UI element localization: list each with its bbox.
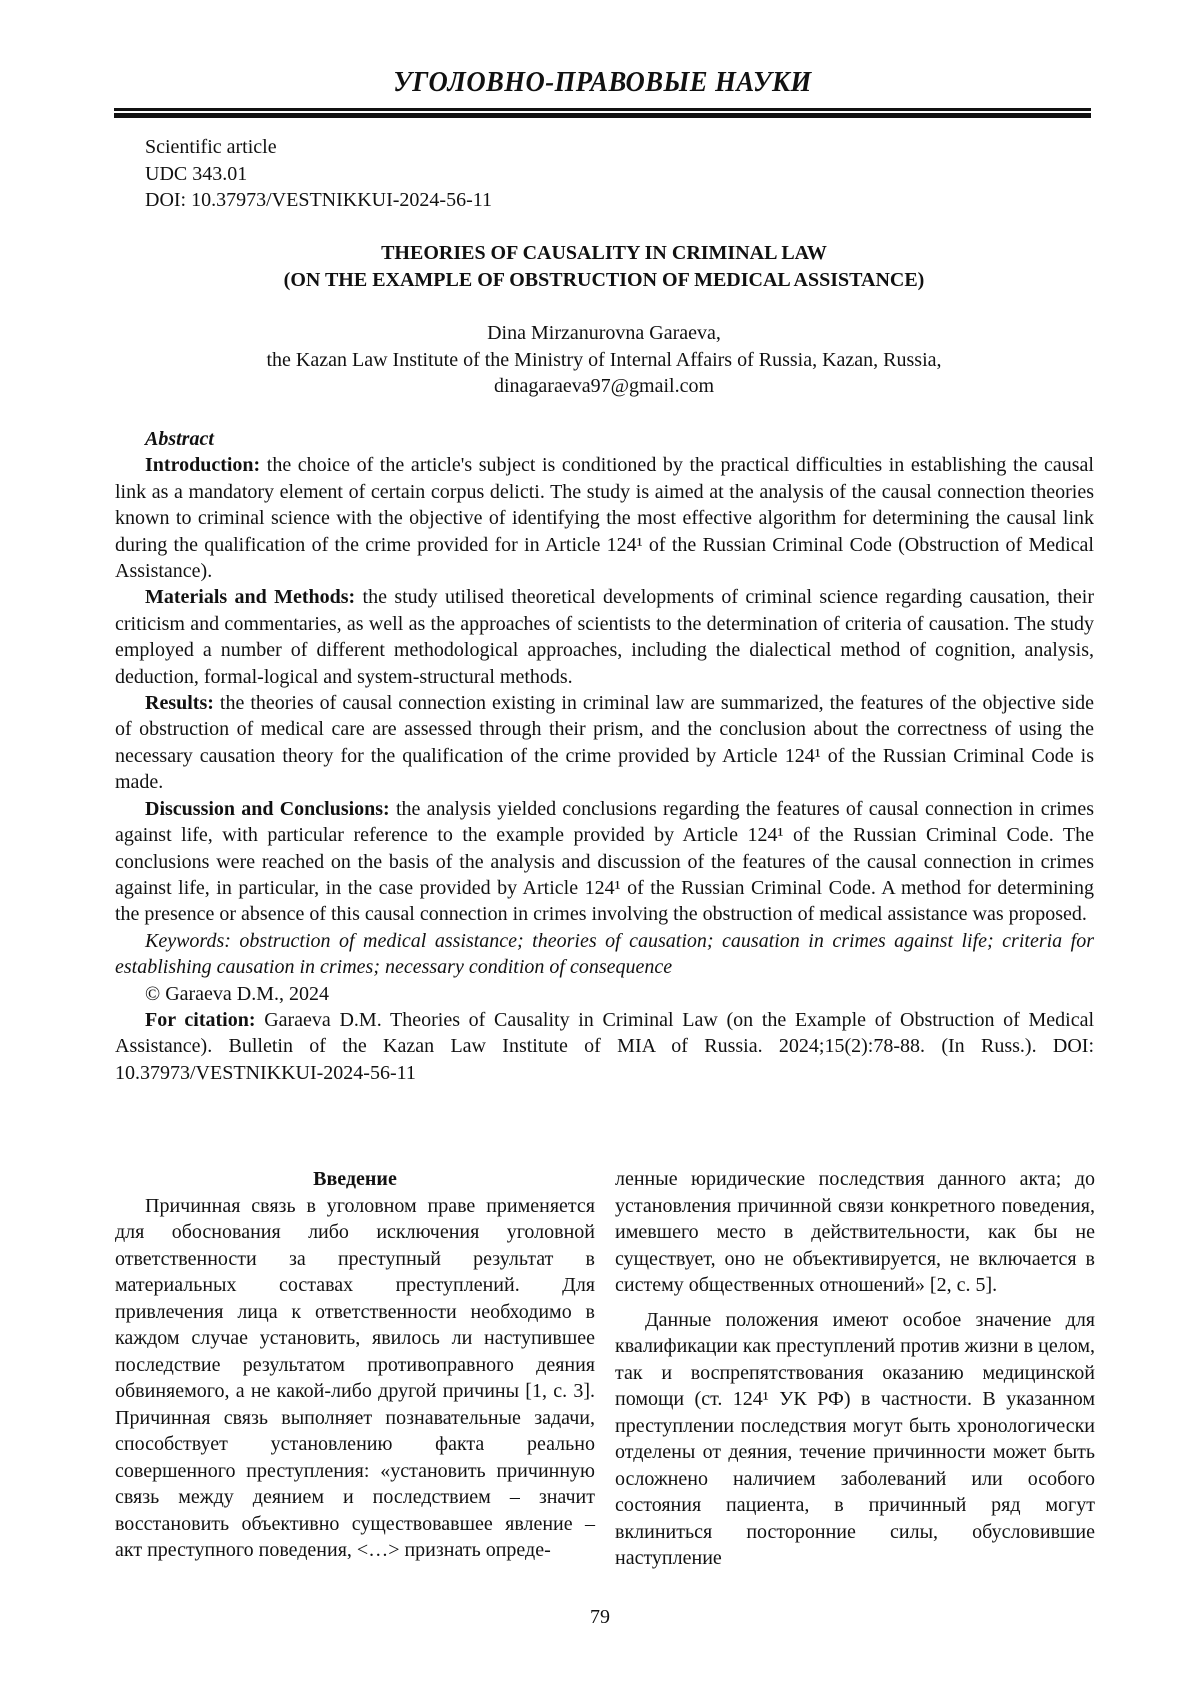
author-name: Dina Mirzanurovna Garaeva, [114,320,1094,347]
page-number: 79 [0,1606,1200,1629]
title-line-1: THEORIES OF CAUSALITY IN CRIMINAL LAW [114,240,1094,267]
author-email: dinagaraeva97@gmail.com [114,373,1094,400]
citation [115,1007,1094,1086]
title-line-2: (ON THE EXAMPLE OF OBSTRUCTION OF MEDICAL ASSISTANCE) [114,267,1094,294]
abstract [115,426,1094,1086]
udc: UDC 343.01 [145,161,492,188]
text: Garaeva D.M. Theories of Causality in Criminal Law (on the Example of Obstruction of Medical Assistance). Bulletin of the Kazan Law Institute of MIA of Russia. 2024;15(2):78-88. (In Russ.). DOI: 10.37973/VESTNIKKUI-2024-56-11 [115,1009,1094,1084]
text: : obstruction of medical assistance; theories of causation; causation in crimes against life; criteria for establishing causation in crimes; necessary condition of consequence [115,930,1094,978]
text: the choice of the article's subject is conditioned by the practical difficulties in establishing the causal link as a mandatory element of certain corpus delicti. The study is aimed at the analysis of the causal connection theories known to criminal science with the objective of identifying the most effective algorithm for determining the causal link during the qualification of the crime provided for in Article 124¹ of the Russian Criminal Code (Obstruction of Medical Assistance). [115,454,1094,582]
body-column-right [615,1166,1095,1572]
section-heading: Введение [115,1166,595,1193]
text: the analysis yielded conclusions regarding the features of causal connection in crimes against life, with particular reference to the example provided by Article 124¹ of the Russian Criminal Code. The conclusions were reached on the basis of the analysis and discussion of the features of the causal connection in crimes against life, in particular, in the case provided by Article 124¹ of the Russian Criminal Code. A method for determining the presence or absence of this causal connection in crimes involving the obstruction of medical assistance was proposed. [115,798,1094,926]
text: the theories of causal connection existing in criminal law are summarized, the features of the objective side of obstruction of medical care are assessed through their prism, and the conclusion about the correctness of using the necessary causation theory for the qualification of the crime provided by Article 124¹ of the Russian Criminal Code is made. [115,692,1094,793]
doi: DOI: 10.37973/VESTNIKKUI-2024-56-11 [145,187,492,214]
section-header: УГОЛОВНО-ПРАВОВЫЕ НАУКИ [153,66,1052,99]
paragraph: ленные юридические последствия данного акта; до установления причинной связи конкретного поведения, имевшего место в действительности, как бы не существует, оно не объективируется, не включается в систему общественных отношений» [2, с. 5]. [615,1166,1095,1299]
paragraph: Причинная связь в уголовном праве применяется для обоснования либо исключения уголовной ответственности за преступный результат в материальных составах преступлений. Для привлечения лица к ответственности необходимо в каждом случае установить, явилось ли наступившее последствие результатом противоправного деяния обвиняемого, а не какой-либо другой причины [1, с. 3]. Причинная связь выполняет познавательные задачи, способствует установлению факта реально совершенного преступления: «установить причинную связь между деянием и последствием – значит восстановить объективно существовавшее явление – акт преступного поведения, <…> признать опреде- [115,1193,595,1564]
label: For citation: [145,1009,256,1031]
copyright: © Garaeva D.M., 2024 [115,981,1094,1007]
label: Introduction: [145,454,260,476]
paragraph: Данные положения имеют особое значение для квалификации как преступлений против жизни в целом, так и воспрепятствования оказанию медицинской помощи (ст. 124¹ УК РФ) в частности. В указанном преступлении последствия могут быть хронологически отделены от деяния, течение причинности может быть осложнено наличием заболеваний или особого состояния пациента, в причинный ряд могут вклиниться посторонние силы, обусловившие наступление [615,1307,1095,1572]
article-type: Scientific article [145,134,492,161]
author-block [114,320,1094,400]
body-column-left [115,1166,595,1564]
article-meta [145,134,492,214]
label: Results: [145,692,214,714]
text: the study utilised theoretical developments of criminal science regarding causation, their criticism and commentaries, as well as the approaches of scientists to the determination of criteria of causation. The study employed a number of different methodological approaches, including the dialectical method of cognition, analysis, deduction, formal-logical and system-structural methods. [115,586,1094,687]
header-rule-thick [114,113,1091,118]
label: Keywords [145,930,224,952]
abstract-results [115,690,1094,796]
abstract-discussion [115,796,1094,928]
abstract-heading: Abstract [115,426,1094,452]
abstract-introduction [115,452,1094,584]
article-title [114,240,1094,293]
label: Discussion and Conclusions: [145,798,390,820]
header-rule-thin [114,108,1091,111]
author-affiliation: the Kazan Law Institute of the Ministry of Internal Affairs of Russia, Kazan, Russia, [114,347,1094,374]
abstract-materials [115,584,1094,690]
abstract-keywords [115,928,1094,981]
label: Materials and Methods: [145,586,355,608]
